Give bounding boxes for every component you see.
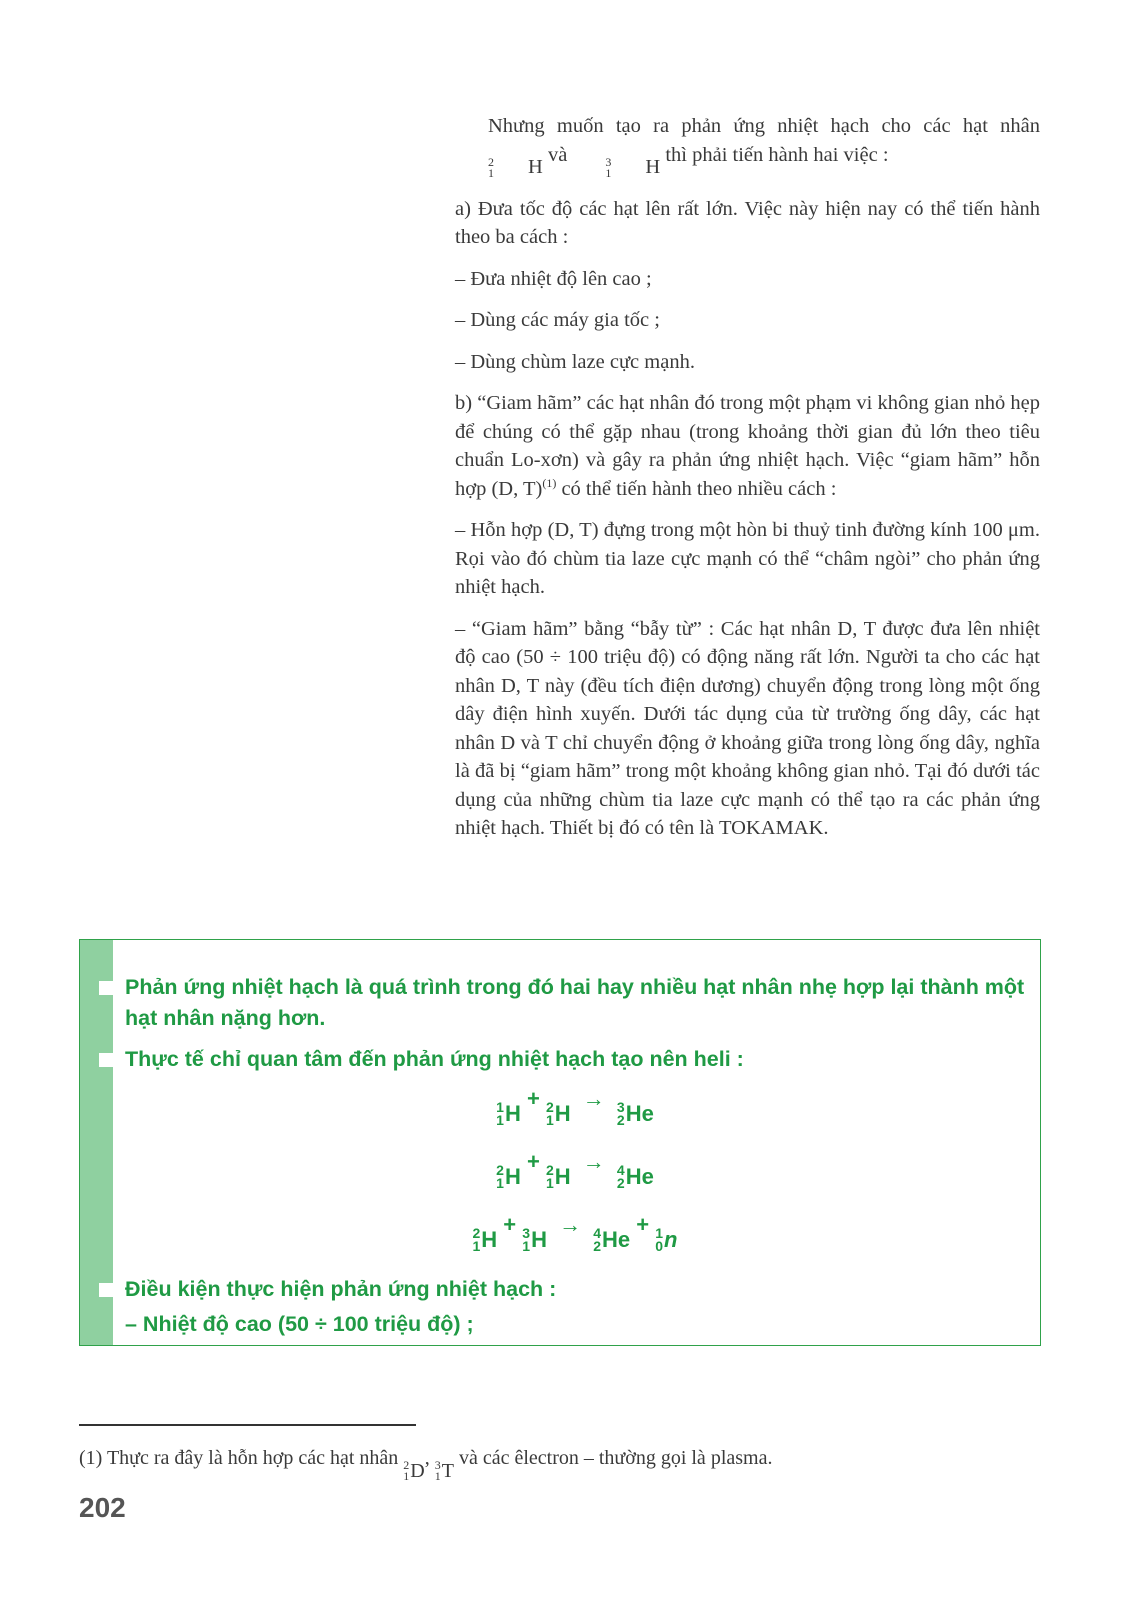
footnote-ref: (1)	[542, 475, 557, 490]
arrow-icon: →	[559, 1212, 582, 1237]
page-number: 202	[79, 1492, 126, 1523]
footnote-rule	[79, 1424, 416, 1426]
list-item-a1: – Đưa nhiệt độ lên cao ;	[455, 267, 652, 290]
summary-item-conditions: Điều kiện thực hiện phản ứng nhiệt hạch : – Nhiệt độ cao (50 ÷ 100 triệu độ) ;	[125, 1274, 1025, 1340]
equation-1: 1 1 H + 2 1 H → 3 2 He	[496, 1086, 654, 1128]
list-item-a2: – Dùng các máy gia tốc ;	[455, 309, 660, 332]
arrow-icon: →	[582, 1086, 605, 1111]
arrow-icon: →	[582, 1149, 605, 1174]
reaction-equations	[125, 1085, 1025, 1254]
equation-2: 2 1 H + 2 1 H → 4 2 He	[496, 1149, 654, 1191]
bullet-square-icon	[99, 981, 113, 995]
list-item-a3: – Dùng chùm laze cực mạnh.	[455, 350, 695, 373]
paragraph-a: a) Đưa tốc độ các hạt lên rất lớn. Việc này hiện nay có thể tiến hành theo ba cách :	[455, 197, 1040, 249]
footnote: (1) Thực ra đây là hỗn hợp các hạt nhân 2 1 D , 3 1 T và các êlectron – thường gọi là plasma.	[79, 1447, 773, 1483]
bullet-square-icon	[99, 1053, 113, 1067]
paragraph-b: b) “Giam hãm” các hạt nhân đó trong một phạm vi không gian nhỏ hẹp để chúng có thể gặp nhau (trong khoảng thời gian đủ lớn theo tiêu chuẩn Lo-xơn) và gây ra phản ứng nhiệt hạch. Việc “giam hãm” hỗn hợp (D, T)$^{(1)}$ có thể tiến hành theo nhiều cách :	[455, 392, 1040, 500]
nuclide-D: 2 1 D	[403, 1458, 425, 1483]
bullet-square-icon	[99, 1283, 113, 1297]
nuclide-tritium: 3 1 H	[605, 154, 661, 180]
equation-3: 2 1 H + 3 1 H → 4 2 He + 1 0 n	[472, 1212, 678, 1254]
paragraph-intro: Nhưng muốn tạo ra phản ứng nhiệt hạch cho các hạt nhân 2 1 H và 3 1 H thì phải tiến hành hai việc :	[455, 112, 1040, 182]
condition-temperature: – Nhiệt độ cao (50 ÷ 100 triệu độ) ;	[125, 1312, 474, 1336]
intro-text: Nhưng muốn tạo ra phản ứng nhiệt hạch cho các hạt nhân	[488, 115, 1040, 137]
summary-content	[125, 972, 1025, 1350]
summary-item-helium: Thực tế chỉ quan tâm đến phản ứng nhiệt hạch tạo nên heli :	[125, 1044, 1025, 1075]
list-item-b1: – Hỗn hợp (D, T) đựng trong một hòn bi thuỷ tinh đường kính 100 μm. Rọi vào đó chùm tia laze cực mạnh có thể “châm ngòi” cho phản ứng nhiệt hạch.	[455, 519, 1040, 599]
nuclide-deuterium: 2 1 H	[488, 154, 543, 180]
summary-box	[79, 939, 1041, 1346]
summary-item-definition: Phản ứng nhiệt hạch là quá trình trong đó hai hay nhiều hạt nhân nhẹ hợp lại thành một hạt nhân nặng hơn.	[125, 972, 1025, 1034]
list-item-b2: – “Giam hãm” bằng “bẫy từ” : Các hạt nhân D, T được đưa lên nhiệt độ cao (50 ÷ 100 triệu độ) có động năng rất lớn. Người ta cho các hạt nhân D, T này (đều tích điện dương) chuyển động trong lòng một ống dây điện hình xuyến. Dưới tác dụng của từ trường ống dây, các hạt nhân D và T chỉ chuyển động ở khoảng giữa trong lòng ống dây, nghĩa là đã bị “giam hãm” trong một khoảng không gian nhỏ. Tại đó dưới tác dụng của những chùm tia laze cực mạnh có thể tạo ra các phản ứng nhiệt hạch. Thiết bị đó có tên là TOKAMAK.	[455, 617, 1040, 840]
main-text	[455, 112, 1040, 856]
nuclide-T: 3 1 T	[434, 1458, 454, 1483]
